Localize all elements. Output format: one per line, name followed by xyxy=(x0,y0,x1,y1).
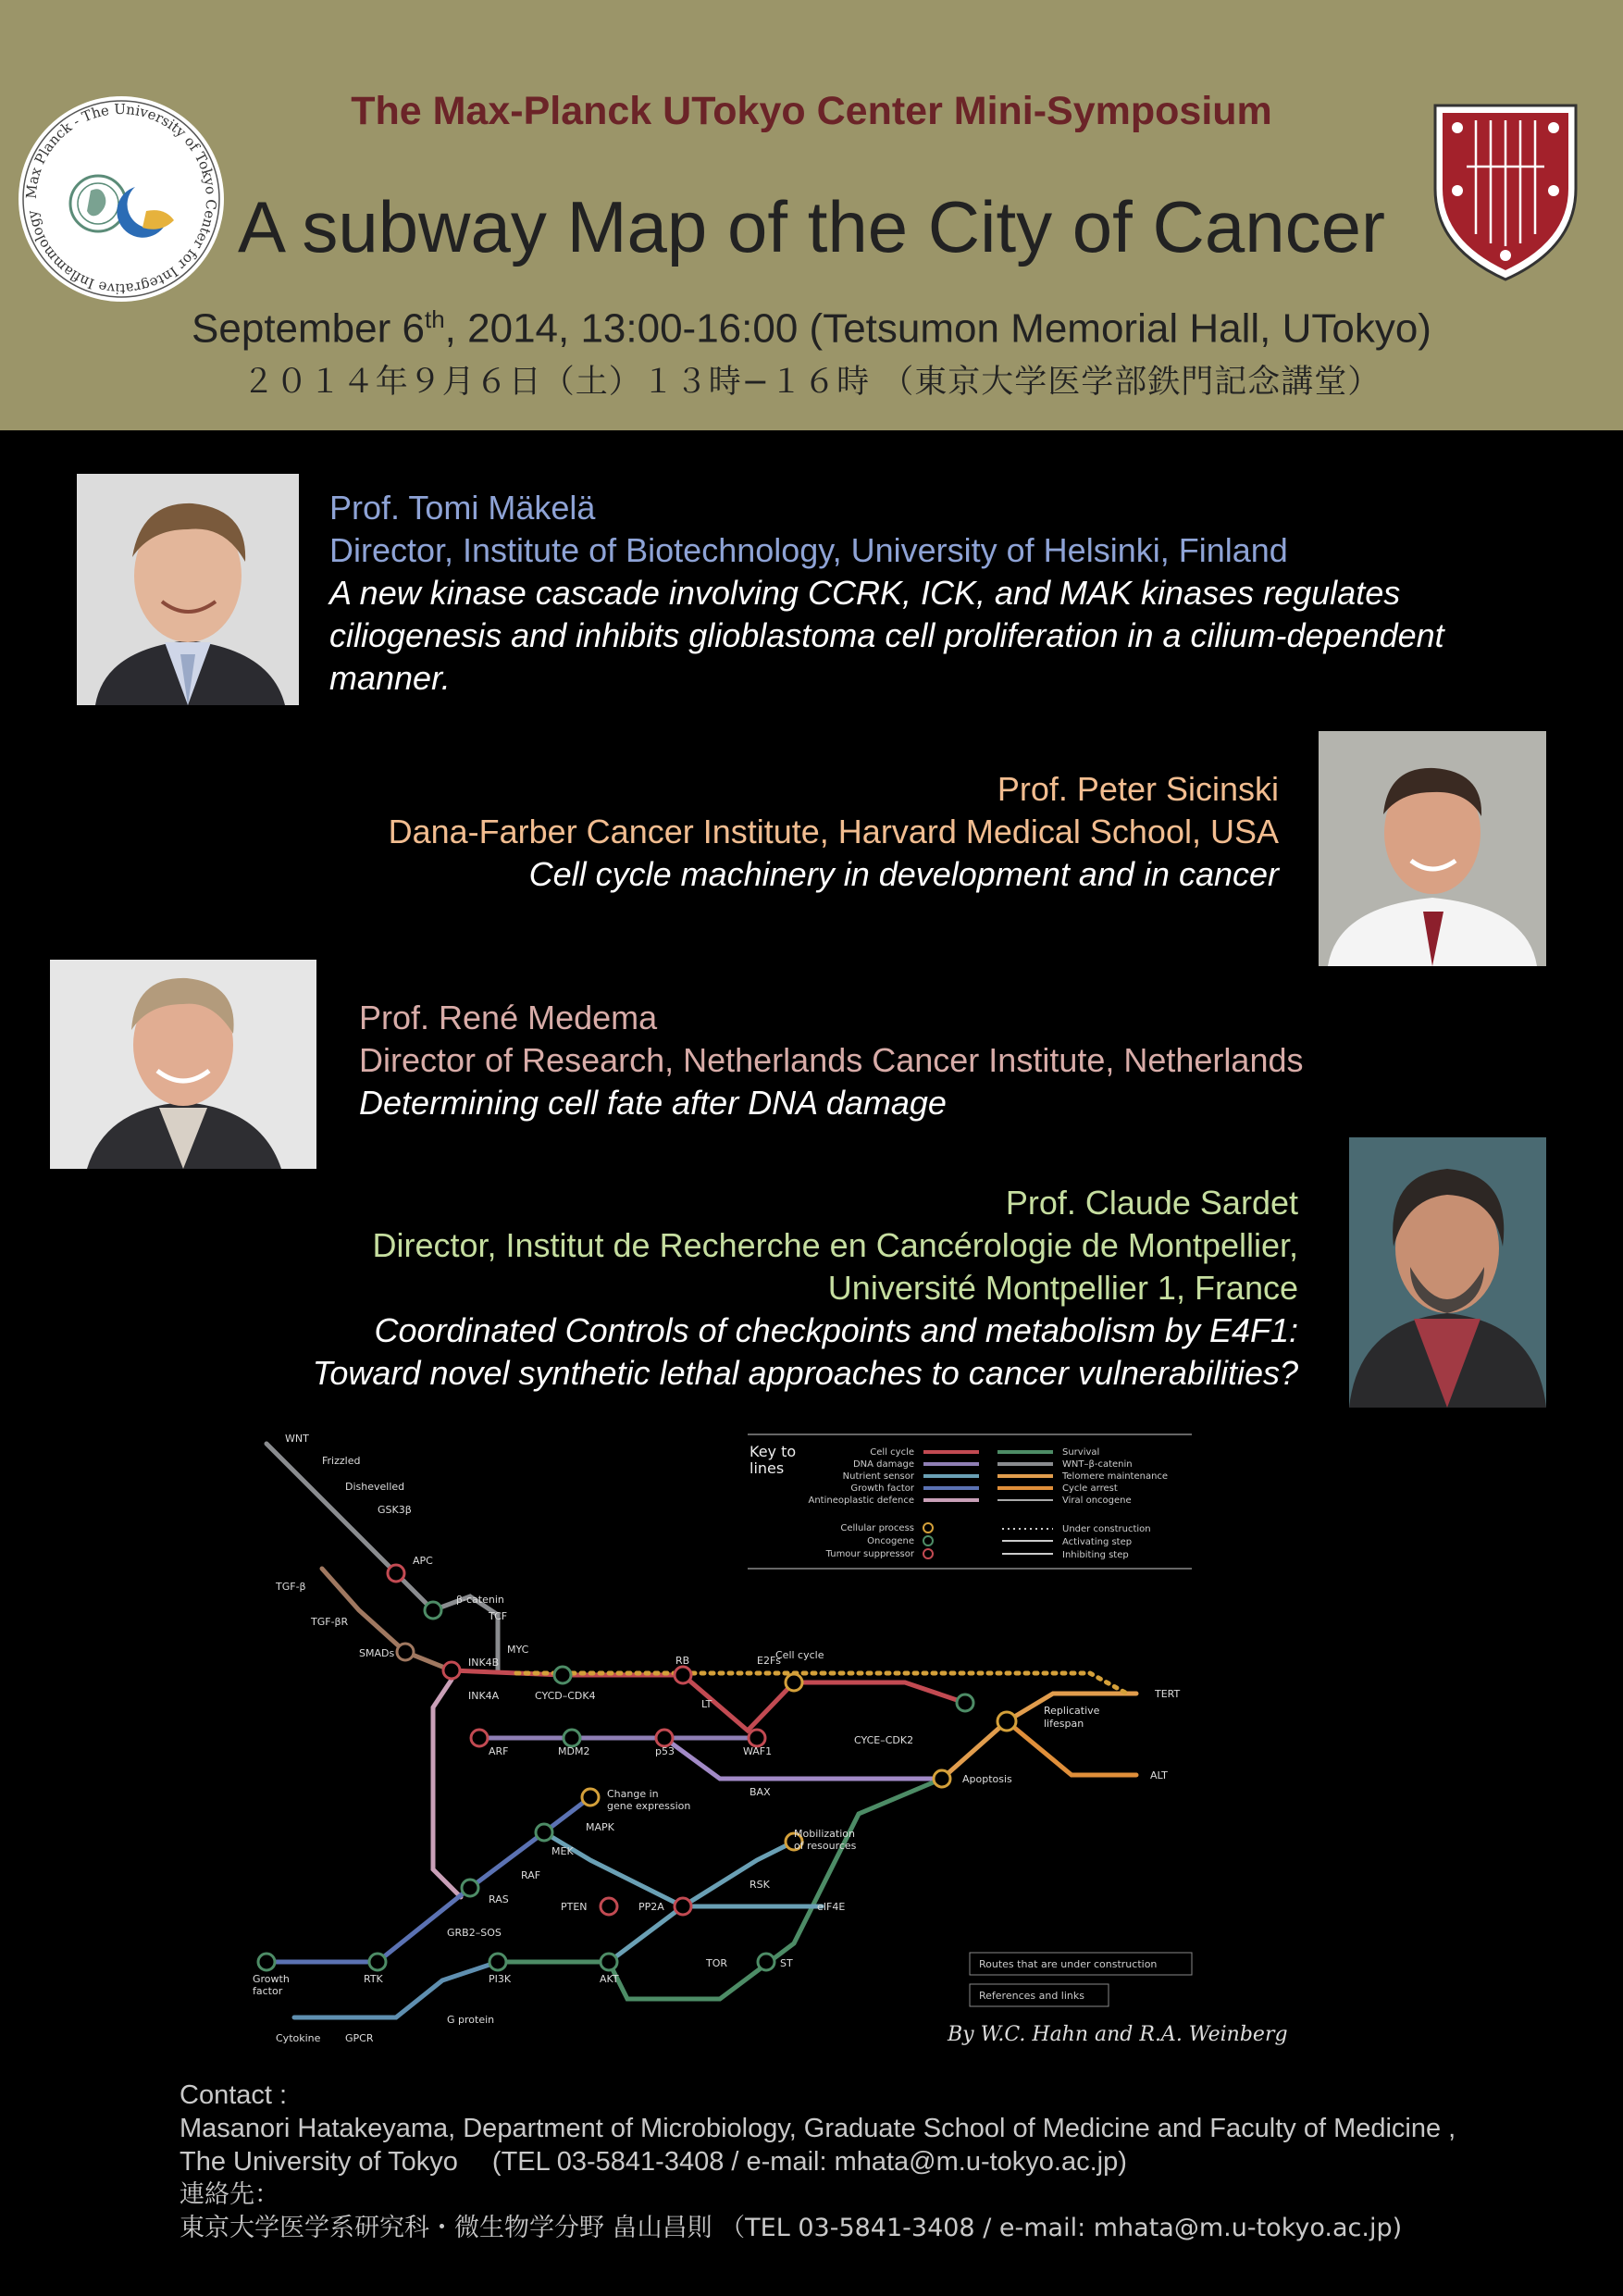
station-label: G protein xyxy=(447,2014,495,2026)
speaker-name: Prof. Peter Sicinski xyxy=(997,770,1279,808)
key-title: lines xyxy=(750,1459,785,1477)
speaker-name: Prof. René Medema xyxy=(359,999,658,1036)
station-label: PP2A xyxy=(638,1901,664,1913)
station-label: INK4B xyxy=(468,1657,500,1669)
key-label: Growth factor xyxy=(850,1483,914,1494)
contact-label: Contact : xyxy=(180,2080,288,2110)
station-label: CYCE–CDK2 xyxy=(854,1734,914,1746)
contact-line: The University of Tokyo (TEL 03-5841-3408 / e-mail: mhata@m.u-tokyo.ac.jp) xyxy=(180,2147,1127,2177)
talk-title-line: Toward novel synthetic lethal approaches to cancer vulnerabilities? xyxy=(312,1354,1298,1392)
speaker-affiliation: Dana-Farber Cancer Institute, Harvard Medical School, USA xyxy=(388,813,1279,850)
map-credit: By W.C. Hahn and R.A. Weinberg xyxy=(948,2023,1288,2046)
station-label: ARF xyxy=(489,1745,509,1757)
key-label: Telomere maintenance xyxy=(1062,1471,1169,1482)
station-label: Frizzled xyxy=(322,1455,361,1467)
event-date xyxy=(0,305,1623,353)
speaker-affiliation: Université Montpellier 1, France xyxy=(827,1269,1298,1307)
key-label: Survival xyxy=(1062,1447,1100,1458)
station-label: RAS xyxy=(489,1893,509,1905)
speaker-photo-sicinski xyxy=(1319,731,1546,966)
talk-title-line: Determining cell fate after DNA damage xyxy=(359,1084,947,1122)
station-label: RB xyxy=(675,1655,690,1667)
station-label: Change in xyxy=(607,1788,659,1800)
station-label: MYC xyxy=(507,1644,529,1656)
page-title: A subway Map of the City of Cancer xyxy=(238,186,1385,267)
speaker-block-makela xyxy=(329,487,1444,700)
event-date-sup: th xyxy=(424,305,445,333)
contact-line-japanese: 東京大学医学系研究科・微生物学分野 畠山昌則 （TEL 03-5841-3408 / e-mail: mhata@m.u-tokyo.ac.jp) xyxy=(180,2214,1403,2242)
speaker-block-sardet xyxy=(313,1182,1298,1395)
key-label: WNT–β-catenin xyxy=(1062,1459,1133,1470)
routes-box-label: Routes that are under construction xyxy=(979,1958,1158,1970)
station-label: TOR xyxy=(706,1957,728,1969)
station-label: SMADs xyxy=(359,1647,395,1659)
station-label: WNT xyxy=(285,1433,309,1445)
speaker-photo-makela xyxy=(77,474,299,705)
talk-title-line: Cell cycle machinery in development and in cancer xyxy=(528,855,1279,893)
station-label: Mobilization xyxy=(794,1828,855,1840)
station-label: MDM2 xyxy=(558,1745,590,1757)
station-label: TGF-β xyxy=(276,1581,306,1593)
station-label: of resources xyxy=(794,1840,857,1852)
contact-line: Masanori Hatakeyama, Department of Microbiology, Graduate School of Medicine and Faculty of Medicine , xyxy=(180,2114,1456,2143)
event-date-japanese: ２０１４年９月６日（土）１３時−１６時 （東京大学医学部鉄門記念講堂） xyxy=(242,364,1381,401)
station-label: APC xyxy=(413,1555,433,1567)
event-name: The Max-Planck UTokyo Center Mini-Symposium xyxy=(351,89,1272,133)
station-label: β-catenin xyxy=(456,1594,504,1606)
svg-text:Max Planck - The University of: Max Planck - The University of Tokyo Center for Integrative Inflammology xyxy=(22,100,220,298)
key-label: Activating step xyxy=(1062,1537,1133,1547)
speaker-affiliation: Director, Institut de Recherche en Cancérologie de Montpellier, xyxy=(372,1226,1298,1264)
station-label: GSK3β xyxy=(378,1504,412,1516)
station-label: Dishevelled xyxy=(345,1481,405,1493)
station-label: eIF4E xyxy=(817,1901,846,1913)
station-label: Cytokine xyxy=(276,2032,321,2044)
key-label: Viral oncogene xyxy=(1062,1496,1132,1506)
talk-title-line: manner. xyxy=(329,659,451,697)
station-label: ST xyxy=(780,1957,793,1969)
station-label: PTEN xyxy=(561,1901,588,1913)
growth-factor-line xyxy=(266,1797,590,1962)
talk-title-line: A new kinase cascade involving CCRK, ICK, and MAK kinases regulates xyxy=(329,574,1401,612)
talk-title-line: Coordinated Controls of checkpoints and metabolism by E4F1: xyxy=(374,1311,1298,1349)
speaker-name: Prof. Tomi Mäkelä xyxy=(329,489,596,527)
contact-label-japanese: 連絡先： xyxy=(180,2180,279,2209)
speaker-affiliation: Director, Institute of Biotechnology, University of Helsinki, Finland xyxy=(329,531,1288,569)
station-label: ALT xyxy=(1150,1769,1168,1781)
station-label: PI3K xyxy=(489,1973,512,1985)
nutrient-line-2 xyxy=(544,1832,822,1906)
station-label: E2Fs xyxy=(757,1655,782,1667)
header-banner xyxy=(0,0,1623,430)
station-label: p53 xyxy=(655,1745,675,1757)
speaker-block-sicinski xyxy=(389,768,1279,896)
key-label: Cycle arrest xyxy=(1062,1483,1118,1494)
map-key xyxy=(748,1434,1192,1569)
event-date-prefix: September 6 xyxy=(192,305,425,352)
station-label: AKT xyxy=(600,1973,619,1985)
station-label: Cell cycle xyxy=(775,1649,824,1661)
antineoplastic-line xyxy=(433,1680,461,1897)
station-label: Replicative xyxy=(1044,1705,1100,1717)
station-label: lifespan xyxy=(1044,1718,1084,1730)
contact-section xyxy=(180,2079,1456,2245)
nutrient-line xyxy=(609,1842,794,1962)
station-label: RAF xyxy=(521,1869,541,1881)
station-label: INK4A xyxy=(468,1690,500,1702)
station-label: TGF-βR xyxy=(311,1616,349,1628)
key-label: Nutrient sensor xyxy=(842,1471,914,1482)
station-label: CYCD–CDK4 xyxy=(535,1690,596,1702)
gpcr-line xyxy=(294,1962,498,2017)
station-label: WAF1 xyxy=(743,1745,773,1757)
harvard-shield-logo xyxy=(1430,100,1581,283)
station-label: gene expression xyxy=(607,1800,691,1812)
key-label: Antineoplastic defence xyxy=(808,1496,914,1506)
station-label: TERT xyxy=(1155,1688,1181,1700)
key-label: Inhibiting step xyxy=(1062,1550,1129,1560)
speaker-photo-sardet xyxy=(1349,1137,1546,1408)
key-label: Tumour suppressor xyxy=(825,1549,914,1559)
station-label: GPCR xyxy=(345,2032,374,2044)
cancer-subway-map xyxy=(239,1425,1201,2054)
station-label: RTK xyxy=(364,1973,383,1985)
speaker-block-medema xyxy=(359,997,1303,1124)
station-label: LT xyxy=(701,1698,712,1710)
station-label: factor xyxy=(253,1985,283,1997)
key-label: Oncogene xyxy=(867,1536,914,1546)
station-label: BAX xyxy=(750,1786,771,1798)
station-label: GRB2–SOS xyxy=(447,1927,502,1939)
speaker-affiliation: Director of Research, Netherlands Cancer Institute, Netherlands xyxy=(359,1041,1304,1079)
station-label: RSK xyxy=(750,1879,770,1891)
speaker-photo-medema xyxy=(50,960,316,1169)
references-box-label: References and links xyxy=(979,1990,1084,2002)
station-label: MEK xyxy=(551,1845,574,1857)
key-label: Cellular process xyxy=(840,1523,914,1533)
key-label: Cell cycle xyxy=(870,1447,914,1458)
event-date-suffix: , 2014, 13:00-16:00 (Tetsumon Memorial Hall, UTokyo) xyxy=(444,305,1431,352)
station-label: MAPK xyxy=(586,1821,614,1833)
speaker-name: Prof. Claude Sardet xyxy=(1005,1184,1298,1222)
station-label: Growth xyxy=(253,1973,290,1985)
key-label: DNA damage xyxy=(852,1459,914,1470)
station-label: TCF xyxy=(489,1610,508,1622)
key-label: Under construction xyxy=(1062,1524,1151,1534)
station-label: Apoptosis xyxy=(962,1773,1012,1785)
key-title: Key to xyxy=(750,1443,797,1460)
talk-title-line: ciliogenesis and inhibits glioblastoma cell proliferation in a cilium-dependent xyxy=(329,616,1444,654)
